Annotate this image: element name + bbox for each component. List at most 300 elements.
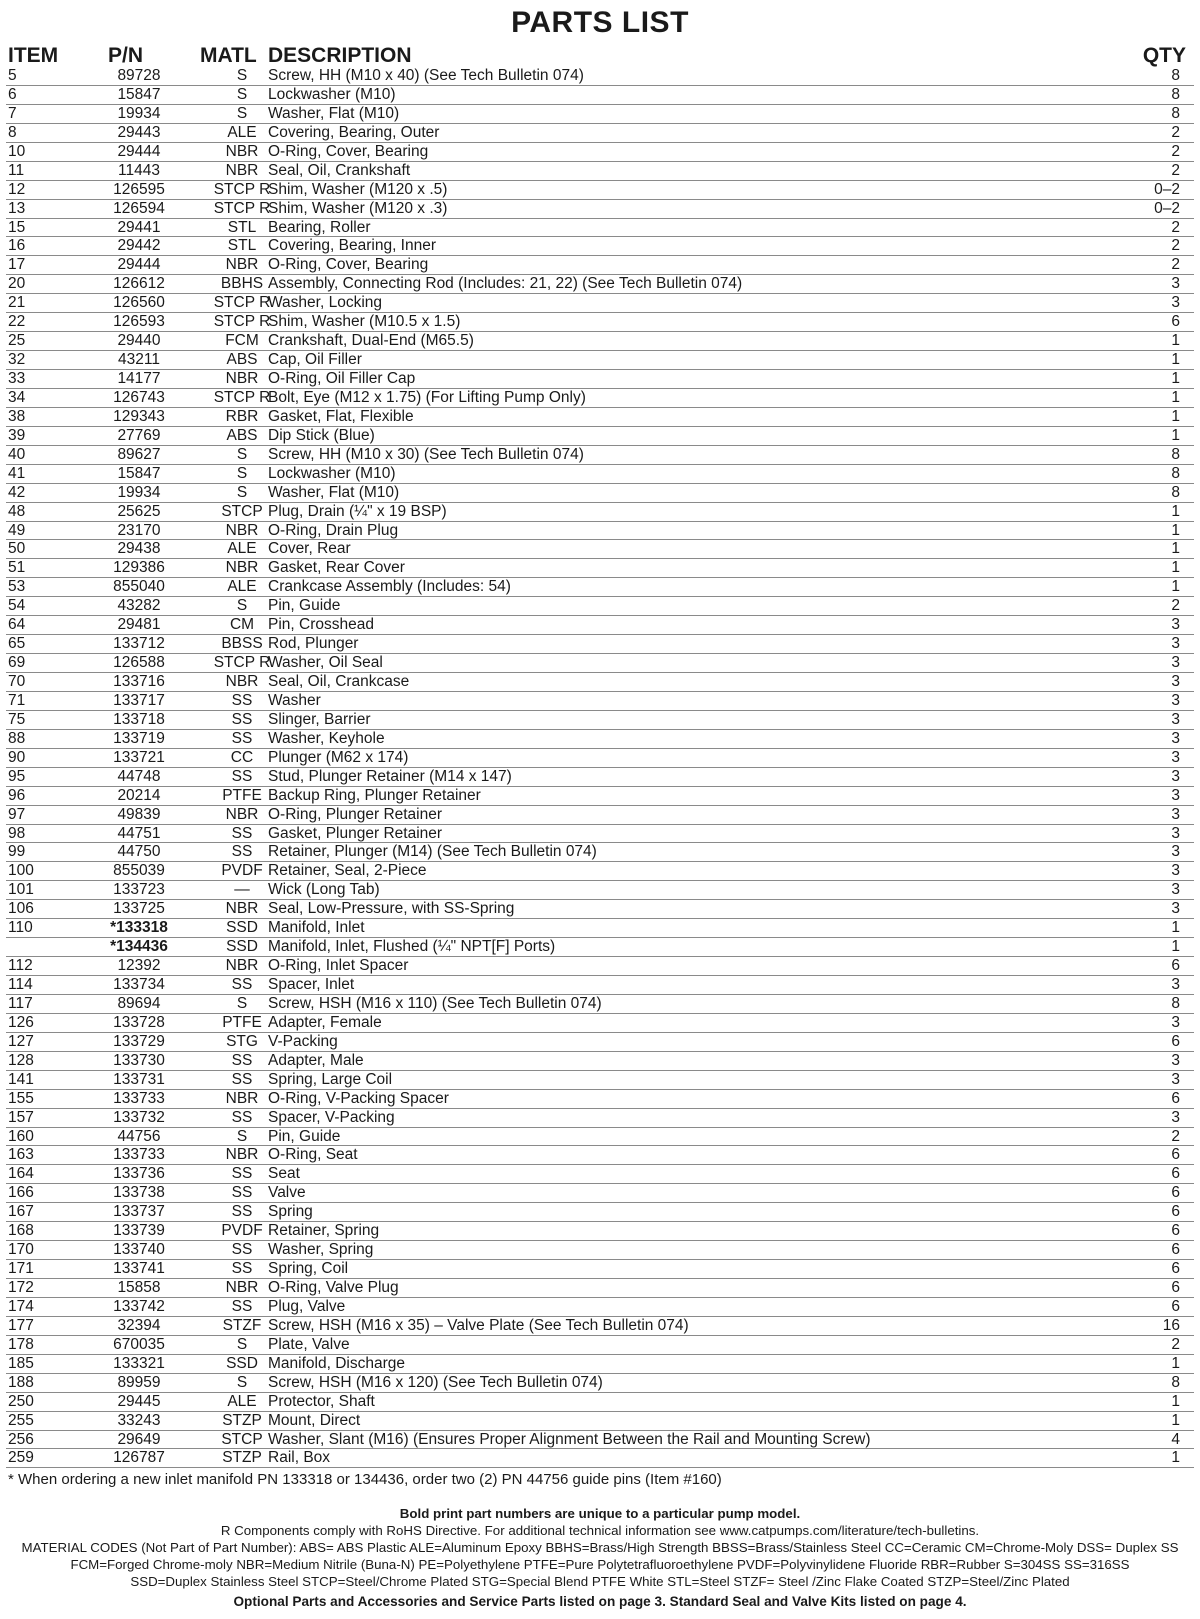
- cell-qty: 6: [1171, 1146, 1180, 1164]
- cell-qty: 3: [1171, 748, 1180, 766]
- cell-part-number: 133730: [113, 1051, 165, 1069]
- table-row: [6, 503, 1194, 522]
- cell-qty: 8: [1171, 104, 1180, 122]
- cell-qty: 1: [1171, 540, 1180, 558]
- cell-part-number: 43282: [117, 597, 161, 615]
- cell-description: Covering, Bearing, Outer: [268, 123, 440, 141]
- cell-qty: 3: [1171, 691, 1180, 709]
- cell-part-number: 33243: [117, 1411, 161, 1429]
- cell-qty: 3: [1171, 294, 1180, 312]
- cell-item: 7: [8, 104, 17, 122]
- table-row: [6, 825, 1194, 844]
- cell-material: S: [236, 994, 248, 1012]
- cell-description: Rod, Plunger: [268, 635, 359, 653]
- material-codes-line-1: MATERIAL CODES (Not Part of Part Number): ABS= ABS Plastic ALE=Aluminum Epoxy BBHS=Brass/High Strength BBSS=Brass/Stainless Steel CC=Ceramic CM=Chrome-Moly DSS= Duplex SS: [21, 1540, 1179, 1555]
- cell-description: Bolt, Eye (M12 x 1.75) (For Lifting Pump Only): [268, 388, 586, 406]
- cell-part-number: 23170: [117, 521, 161, 539]
- cell-part-number: 89694: [117, 994, 161, 1012]
- cell-material: SS: [231, 1260, 253, 1278]
- cell-description: Plug, Drain (¼" x 19 BSP): [268, 502, 447, 520]
- cell-qty: 3: [1171, 729, 1180, 747]
- cell-description: Seal, Oil, Crankshaft: [268, 161, 411, 179]
- table-row: [6, 389, 1194, 408]
- cell-material: PTFE: [222, 1013, 262, 1031]
- cell-material: NBR: [225, 559, 259, 577]
- table-row: [6, 843, 1194, 862]
- column-header-description: DESCRIPTION: [268, 44, 412, 67]
- cell-item: 53: [8, 578, 26, 596]
- cell-description: Screw, HSH (M16 x 120) (See Tech Bulletin 074): [268, 1373, 603, 1391]
- table-row: [6, 806, 1194, 825]
- cell-qty: 8: [1171, 445, 1180, 463]
- cell-part-number: 19934: [117, 483, 161, 501]
- table-row: [6, 1449, 1194, 1468]
- cell-qty: 6: [1171, 1165, 1180, 1183]
- table-row: [6, 1071, 1194, 1090]
- cell-description: O-Ring, Cover, Bearing: [268, 256, 429, 274]
- cell-qty: 2: [1171, 1127, 1180, 1145]
- cell-description: Protector, Shaft: [268, 1392, 375, 1410]
- cell-qty: 2: [1171, 1335, 1180, 1353]
- table-row: [6, 105, 1194, 124]
- table-row: [6, 919, 1194, 938]
- cell-part-number: 133733: [113, 1146, 165, 1164]
- table-row: [6, 1184, 1194, 1203]
- cell-qty: 1: [1171, 388, 1180, 406]
- cell-part-number: 126595: [113, 180, 165, 198]
- table-row: [6, 256, 1194, 275]
- cell-description: O-Ring, V-Packing Spacer: [268, 1089, 449, 1107]
- cell-description: Retainer, Plunger (M14) (See Tech Bulletin 074): [268, 843, 597, 861]
- cell-material: NBR: [225, 1146, 259, 1164]
- cell-material: STZF: [222, 1316, 262, 1334]
- cell-part-number: 133732: [113, 1108, 165, 1126]
- cell-material: STCP R: [213, 654, 271, 672]
- cell-material: ALE: [227, 1392, 257, 1410]
- cell-part-number: 133740: [113, 1241, 165, 1259]
- cell-material: SS: [231, 1070, 253, 1088]
- cell-item: 6: [8, 85, 17, 103]
- table-row: [6, 635, 1194, 654]
- cell-material: CM: [229, 616, 255, 634]
- cell-material: SS: [231, 691, 253, 709]
- cell-qty: 3: [1171, 1013, 1180, 1031]
- cell-part-number: 29445: [117, 1392, 161, 1410]
- cell-description: Retainer, Seal, 2-Piece: [268, 862, 427, 880]
- column-header-pn: P/N: [108, 44, 144, 67]
- cell-description: Spring: [268, 1203, 313, 1221]
- table-row: [6, 938, 1194, 957]
- cell-description: Stud, Plunger Retainer (M14 x 147): [268, 767, 512, 785]
- cell-description: Gasket, Flat, Flexible: [268, 407, 414, 425]
- cell-item: 49: [8, 521, 26, 539]
- cell-qty: 0–2: [1154, 180, 1180, 198]
- cell-part-number: 29440: [117, 332, 161, 350]
- cell-description: O-Ring, Cover, Bearing: [268, 142, 429, 160]
- table-row: [6, 1241, 1194, 1260]
- cell-description: Washer, Oil Seal: [268, 654, 383, 672]
- table-row: [6, 862, 1194, 881]
- cell-material: ALE: [227, 123, 257, 141]
- column-header-item: ITEM: [8, 44, 59, 67]
- cell-part-number: 19934: [117, 104, 161, 122]
- cell-part-number: 855040: [113, 578, 165, 596]
- table-row: [6, 730, 1194, 749]
- page-title: PARTS LIST: [511, 6, 689, 39]
- cell-description: Pin, Guide: [268, 1127, 341, 1145]
- cell-material: S: [236, 85, 248, 103]
- cell-qty: 1: [1171, 938, 1180, 956]
- cell-part-number: 27769: [117, 426, 161, 444]
- cell-part-number: 133734: [113, 976, 165, 993]
- cell-description: O-Ring, Oil Filler Cap: [268, 370, 416, 387]
- cell-qty: 3: [1171, 862, 1180, 880]
- table-row: [6, 162, 1194, 181]
- cell-qty: 1: [1171, 426, 1180, 444]
- cell-part-number: 29444: [117, 142, 161, 160]
- cell-material: SS: [231, 710, 253, 728]
- cell-item: 34: [8, 388, 26, 406]
- cell-part-number: 126593: [113, 313, 165, 331]
- cell-description: Mount, Direct: [268, 1411, 361, 1429]
- cell-description: Plug, Valve: [268, 1297, 346, 1315]
- cell-qty: 8: [1171, 464, 1180, 482]
- cell-item: 11: [8, 161, 25, 179]
- cell-part-number: 89728: [117, 67, 161, 84]
- table-row: [6, 200, 1194, 219]
- cell-part-number: 89627: [117, 445, 161, 463]
- cell-part-number: 12392: [117, 957, 161, 975]
- cell-qty: 1: [1171, 1354, 1180, 1372]
- bold-print-note: Bold print part numbers are unique to a particular pump model.: [399, 1506, 801, 1521]
- cell-part-number: 133321: [113, 1354, 165, 1372]
- cell-material: SSD: [226, 919, 258, 937]
- cell-material: NBR: [225, 673, 259, 690]
- cell-material: SS: [231, 1165, 253, 1183]
- cell-qty: 3: [1171, 824, 1180, 842]
- cell-item: 164: [8, 1165, 34, 1183]
- cell-qty: 6: [1171, 1279, 1180, 1296]
- cell-description: Manifold, Inlet, Flushed (¼" NPT[F] Ports): [268, 938, 556, 956]
- table-row: [6, 275, 1194, 294]
- table-row: [6, 86, 1194, 105]
- cell-description: Shim, Washer (M10.5 x 1.5): [268, 313, 461, 331]
- cell-description: Crankcase Assembly (Includes: 54): [268, 578, 511, 596]
- cell-description: Covering, Bearing, Inner: [268, 237, 437, 255]
- cell-description: Spring, Coil: [268, 1260, 349, 1278]
- cell-item: 170: [8, 1241, 34, 1259]
- cell-material: SS: [231, 824, 253, 842]
- table-row: [6, 294, 1194, 313]
- table-row: [6, 1090, 1194, 1109]
- cell-material: SS: [231, 1297, 253, 1315]
- cell-item: 64: [8, 616, 26, 634]
- cell-item: 166: [8, 1184, 34, 1202]
- cell-description: Pin, Crosshead: [268, 616, 374, 634]
- cell-material: STCP R: [213, 180, 271, 198]
- cell-item: 117: [8, 994, 33, 1012]
- cell-material: NBR: [225, 1089, 259, 1107]
- cell-item: 172: [8, 1279, 34, 1296]
- cell-description: O-Ring, Drain Plug: [268, 521, 399, 539]
- cell-description: Valve: [268, 1184, 306, 1202]
- cell-item: 70: [8, 673, 26, 690]
- cell-item: 41: [8, 464, 26, 482]
- cell-qty: 6: [1171, 1203, 1180, 1221]
- cell-material: STCP R: [213, 294, 271, 312]
- table-row: [6, 143, 1194, 162]
- cell-item: 256: [8, 1430, 34, 1448]
- cell-part-number: 14177: [117, 370, 161, 387]
- cell-item: 5: [8, 67, 17, 84]
- table-row: [6, 67, 1194, 86]
- cell-description: Crankshaft, Dual-End (M65.5): [268, 332, 474, 350]
- cell-qty: 3: [1171, 1070, 1180, 1088]
- cell-description: Screw, HSH (M16 x 110) (See Tech Bulletin 074): [268, 994, 602, 1012]
- cell-part-number: 133733: [113, 1089, 165, 1107]
- cell-material: PTFE: [222, 786, 262, 804]
- table-row: [6, 1355, 1194, 1374]
- cell-item: 163: [8, 1146, 34, 1164]
- material-codes-line-2: FCM=Forged Chrome-moly NBR=Medium Nitrile (Buna-N) PE=Polyethylene PTFE=Pure Polytetrafluoroethylene PVDF=Polyvinylidene Fluoride RBR=Rubber S=304SS SS=316SS: [70, 1557, 1130, 1572]
- cell-qty: 3: [1171, 616, 1180, 634]
- table-row: [6, 995, 1194, 1014]
- cell-description: O-Ring, Plunger Retainer: [268, 805, 443, 823]
- cell-description: Retainer, Spring: [268, 1222, 380, 1240]
- cell-material: SS: [231, 1051, 253, 1069]
- table-row: [6, 768, 1194, 787]
- cell-description: Adapter, Male: [268, 1051, 364, 1069]
- cell-description: Screw, HH (M10 x 40) (See Tech Bulletin 074): [268, 67, 584, 84]
- table-row: [6, 446, 1194, 465]
- cell-item: 48: [8, 502, 26, 520]
- cell-material: NBR: [225, 370, 259, 387]
- cell-part-number: 126612: [113, 275, 165, 293]
- cell-material: S: [236, 104, 248, 122]
- cell-material: STL: [227, 218, 257, 236]
- cell-item: 178: [8, 1335, 34, 1353]
- cell-item: 259: [8, 1449, 34, 1467]
- cell-material: STL: [227, 237, 257, 255]
- cell-qty: 6: [1171, 1260, 1180, 1278]
- cell-qty: 3: [1171, 843, 1180, 861]
- cell-item: 255: [8, 1411, 34, 1429]
- cell-qty: 1: [1171, 332, 1180, 350]
- table-row: [6, 1146, 1194, 1165]
- cell-description: Washer: [268, 691, 321, 709]
- cell-item: 127: [8, 1032, 34, 1050]
- optional-parts-note: Optional Parts and Accessories and Service Parts listed on page 3. Standard Seal and Valve Kits listed on page 4.: [233, 1594, 967, 1609]
- cell-description: Screw, HH (M10 x 30) (See Tech Bulletin 074): [268, 445, 584, 463]
- cell-qty: 1: [1171, 407, 1180, 425]
- cell-description: Seal, Oil, Crankcase: [268, 673, 410, 690]
- cell-part-number: 133716: [113, 673, 165, 690]
- cell-item: 185: [8, 1354, 34, 1372]
- cell-qty: 2: [1171, 123, 1180, 141]
- cell-part-number: 44751: [117, 824, 161, 842]
- cell-qty: 6: [1171, 1089, 1180, 1107]
- cell-item: 33: [8, 370, 26, 387]
- cell-material: SS: [231, 843, 253, 861]
- table-row: [6, 1128, 1194, 1147]
- cell-description: Washer, Locking: [268, 294, 383, 312]
- cell-material: ABS: [226, 426, 258, 444]
- table-row: [6, 1260, 1194, 1279]
- cell-item: 50: [8, 540, 26, 558]
- table-row: [6, 673, 1194, 692]
- cell-material: S: [236, 464, 248, 482]
- cell-material: SSD: [226, 938, 258, 956]
- cell-description: Seal, Low-Pressure, with SS-Spring: [268, 900, 515, 918]
- cell-item: 69: [8, 654, 26, 672]
- cell-item: 12: [8, 180, 26, 198]
- cell-qty: 1: [1171, 370, 1180, 387]
- cell-part-number: 29442: [117, 237, 161, 255]
- cell-part-number: 29443: [117, 123, 161, 141]
- cell-item: 114: [8, 976, 33, 993]
- cell-item: 88: [8, 729, 26, 747]
- cell-part-number: 126594: [113, 199, 165, 217]
- cell-description: Manifold, Discharge: [268, 1354, 405, 1372]
- table-row: [6, 1033, 1194, 1052]
- cell-item: 8: [8, 123, 17, 141]
- cell-material: STCP: [221, 1430, 263, 1448]
- cell-item: 157: [8, 1108, 34, 1126]
- table-row: [6, 957, 1194, 976]
- footnote: * When ordering a new inlet manifold PN 133318 or 134436, order two (2) PN 44756 guide pins (Item #160): [8, 1471, 722, 1488]
- cell-part-number: 133729: [113, 1032, 165, 1050]
- notes-block: [0, 1505, 1200, 1610]
- cell-description: Manifold, Inlet: [268, 919, 365, 937]
- cell-qty: 3: [1171, 710, 1180, 728]
- table-row: [6, 1374, 1194, 1393]
- table-row: [6, 787, 1194, 806]
- cell-qty: 6: [1171, 1297, 1180, 1315]
- cell-description: Dip Stick (Blue): [268, 426, 375, 444]
- cell-part-number: 133742: [113, 1297, 165, 1315]
- cell-part-number: 133737: [113, 1203, 165, 1221]
- cell-part-number: 29441: [117, 218, 161, 236]
- table-row: [6, 578, 1194, 597]
- cell-item: 188: [8, 1373, 34, 1391]
- cell-description: Cap, Oil Filler: [268, 351, 362, 369]
- cell-material: STCP R: [213, 199, 271, 217]
- cell-description: Cover, Rear: [268, 540, 351, 558]
- table-row: [6, 597, 1194, 616]
- cell-item: 101: [8, 881, 34, 899]
- cell-description: Washer, Keyhole: [268, 729, 385, 747]
- cell-part-number: 133739: [113, 1222, 165, 1240]
- cell-material: CC: [230, 748, 254, 766]
- cell-qty: 8: [1171, 1373, 1180, 1391]
- column-header-matl: MATL: [200, 44, 257, 67]
- cell-part-number: 133719: [113, 729, 165, 747]
- cell-part-number: 25625: [117, 502, 161, 520]
- cell-description: Wick (Long Tab): [268, 881, 380, 899]
- cell-qty: 2: [1171, 256, 1180, 274]
- cell-description: Spacer, Inlet: [268, 976, 355, 993]
- table-row: [6, 692, 1194, 711]
- cell-material: S: [236, 1373, 248, 1391]
- cell-material: NBR: [225, 161, 259, 179]
- table-row: [6, 1336, 1194, 1355]
- cell-material: RBR: [225, 407, 259, 425]
- cell-item: 168: [8, 1222, 34, 1240]
- cell-qty: 3: [1171, 976, 1180, 993]
- cell-qty: 6: [1171, 1241, 1180, 1259]
- cell-part-number: 29481: [117, 616, 161, 634]
- cell-qty: 3: [1171, 1051, 1180, 1069]
- cell-item: 15: [8, 218, 26, 236]
- cell-item: 171: [8, 1260, 34, 1278]
- table-row: [6, 181, 1194, 200]
- cell-material: S: [236, 597, 248, 615]
- cell-description: Washer, Spring: [268, 1241, 374, 1259]
- cell-item: 100: [8, 862, 34, 880]
- cell-qty: 3: [1171, 767, 1180, 785]
- cell-item: 90: [8, 748, 26, 766]
- table-row: [6, 976, 1194, 995]
- cell-item: 128: [8, 1051, 34, 1069]
- table-row: [6, 1165, 1194, 1184]
- cell-qty: 2: [1171, 218, 1180, 236]
- cell-material: NBR: [225, 805, 259, 823]
- cell-item: 174: [8, 1297, 34, 1315]
- cell-description: Bearing, Roller: [268, 218, 371, 236]
- cell-item: 75: [8, 710, 26, 728]
- cell-part-number: 133717: [113, 691, 165, 709]
- table-row: [6, 559, 1194, 578]
- cell-description: Plate, Valve: [268, 1335, 350, 1353]
- table-row: [6, 408, 1194, 427]
- material-codes-line-3: SSD=Duplex Stainless Steel STCP=Steel/Chrome Plated STG=Special Blend PTFE White STL=Steel STZF= Steel /Zinc Flake Coated STZP=Steel/Zinc Plated: [130, 1574, 1070, 1589]
- cell-part-number: 133725: [113, 900, 165, 918]
- cell-material: SS: [231, 1241, 253, 1259]
- table-row: [6, 900, 1194, 919]
- table-row: [6, 522, 1194, 541]
- cell-part-number: 126787: [113, 1449, 165, 1467]
- table-row: [6, 313, 1194, 332]
- cell-material: NBR: [225, 142, 259, 160]
- cell-material: PVDF: [221, 1222, 263, 1240]
- cell-item: 17: [8, 256, 26, 274]
- cell-qty: 1: [1171, 1449, 1180, 1467]
- cell-material: FCM: [225, 332, 259, 350]
- cell-part-number: *133318: [110, 919, 168, 937]
- table-row: [6, 654, 1194, 673]
- cell-item: 126: [8, 1013, 34, 1031]
- cell-part-number: 133738: [113, 1184, 165, 1202]
- cell-description: Gasket, Plunger Retainer: [268, 824, 443, 842]
- cell-item: 65: [8, 635, 26, 653]
- cell-qty: 8: [1171, 85, 1180, 103]
- cell-part-number: 89959: [117, 1373, 161, 1391]
- cell-material: S: [236, 67, 248, 84]
- cell-material: SSD: [226, 1354, 258, 1372]
- cell-material: ALE: [227, 578, 257, 596]
- cell-material: SS: [231, 767, 253, 785]
- cell-qty: 8: [1171, 483, 1180, 501]
- cell-qty: 2: [1171, 142, 1180, 160]
- cell-qty: 1: [1171, 919, 1180, 937]
- cell-material: NBR: [225, 1279, 259, 1296]
- cell-part-number: 15847: [117, 464, 161, 482]
- cell-item: 38: [8, 407, 26, 425]
- cell-part-number: 670035: [113, 1335, 165, 1353]
- cell-item: 42: [8, 483, 26, 501]
- cell-item: 22: [8, 313, 26, 331]
- cell-part-number: 133731: [113, 1070, 165, 1088]
